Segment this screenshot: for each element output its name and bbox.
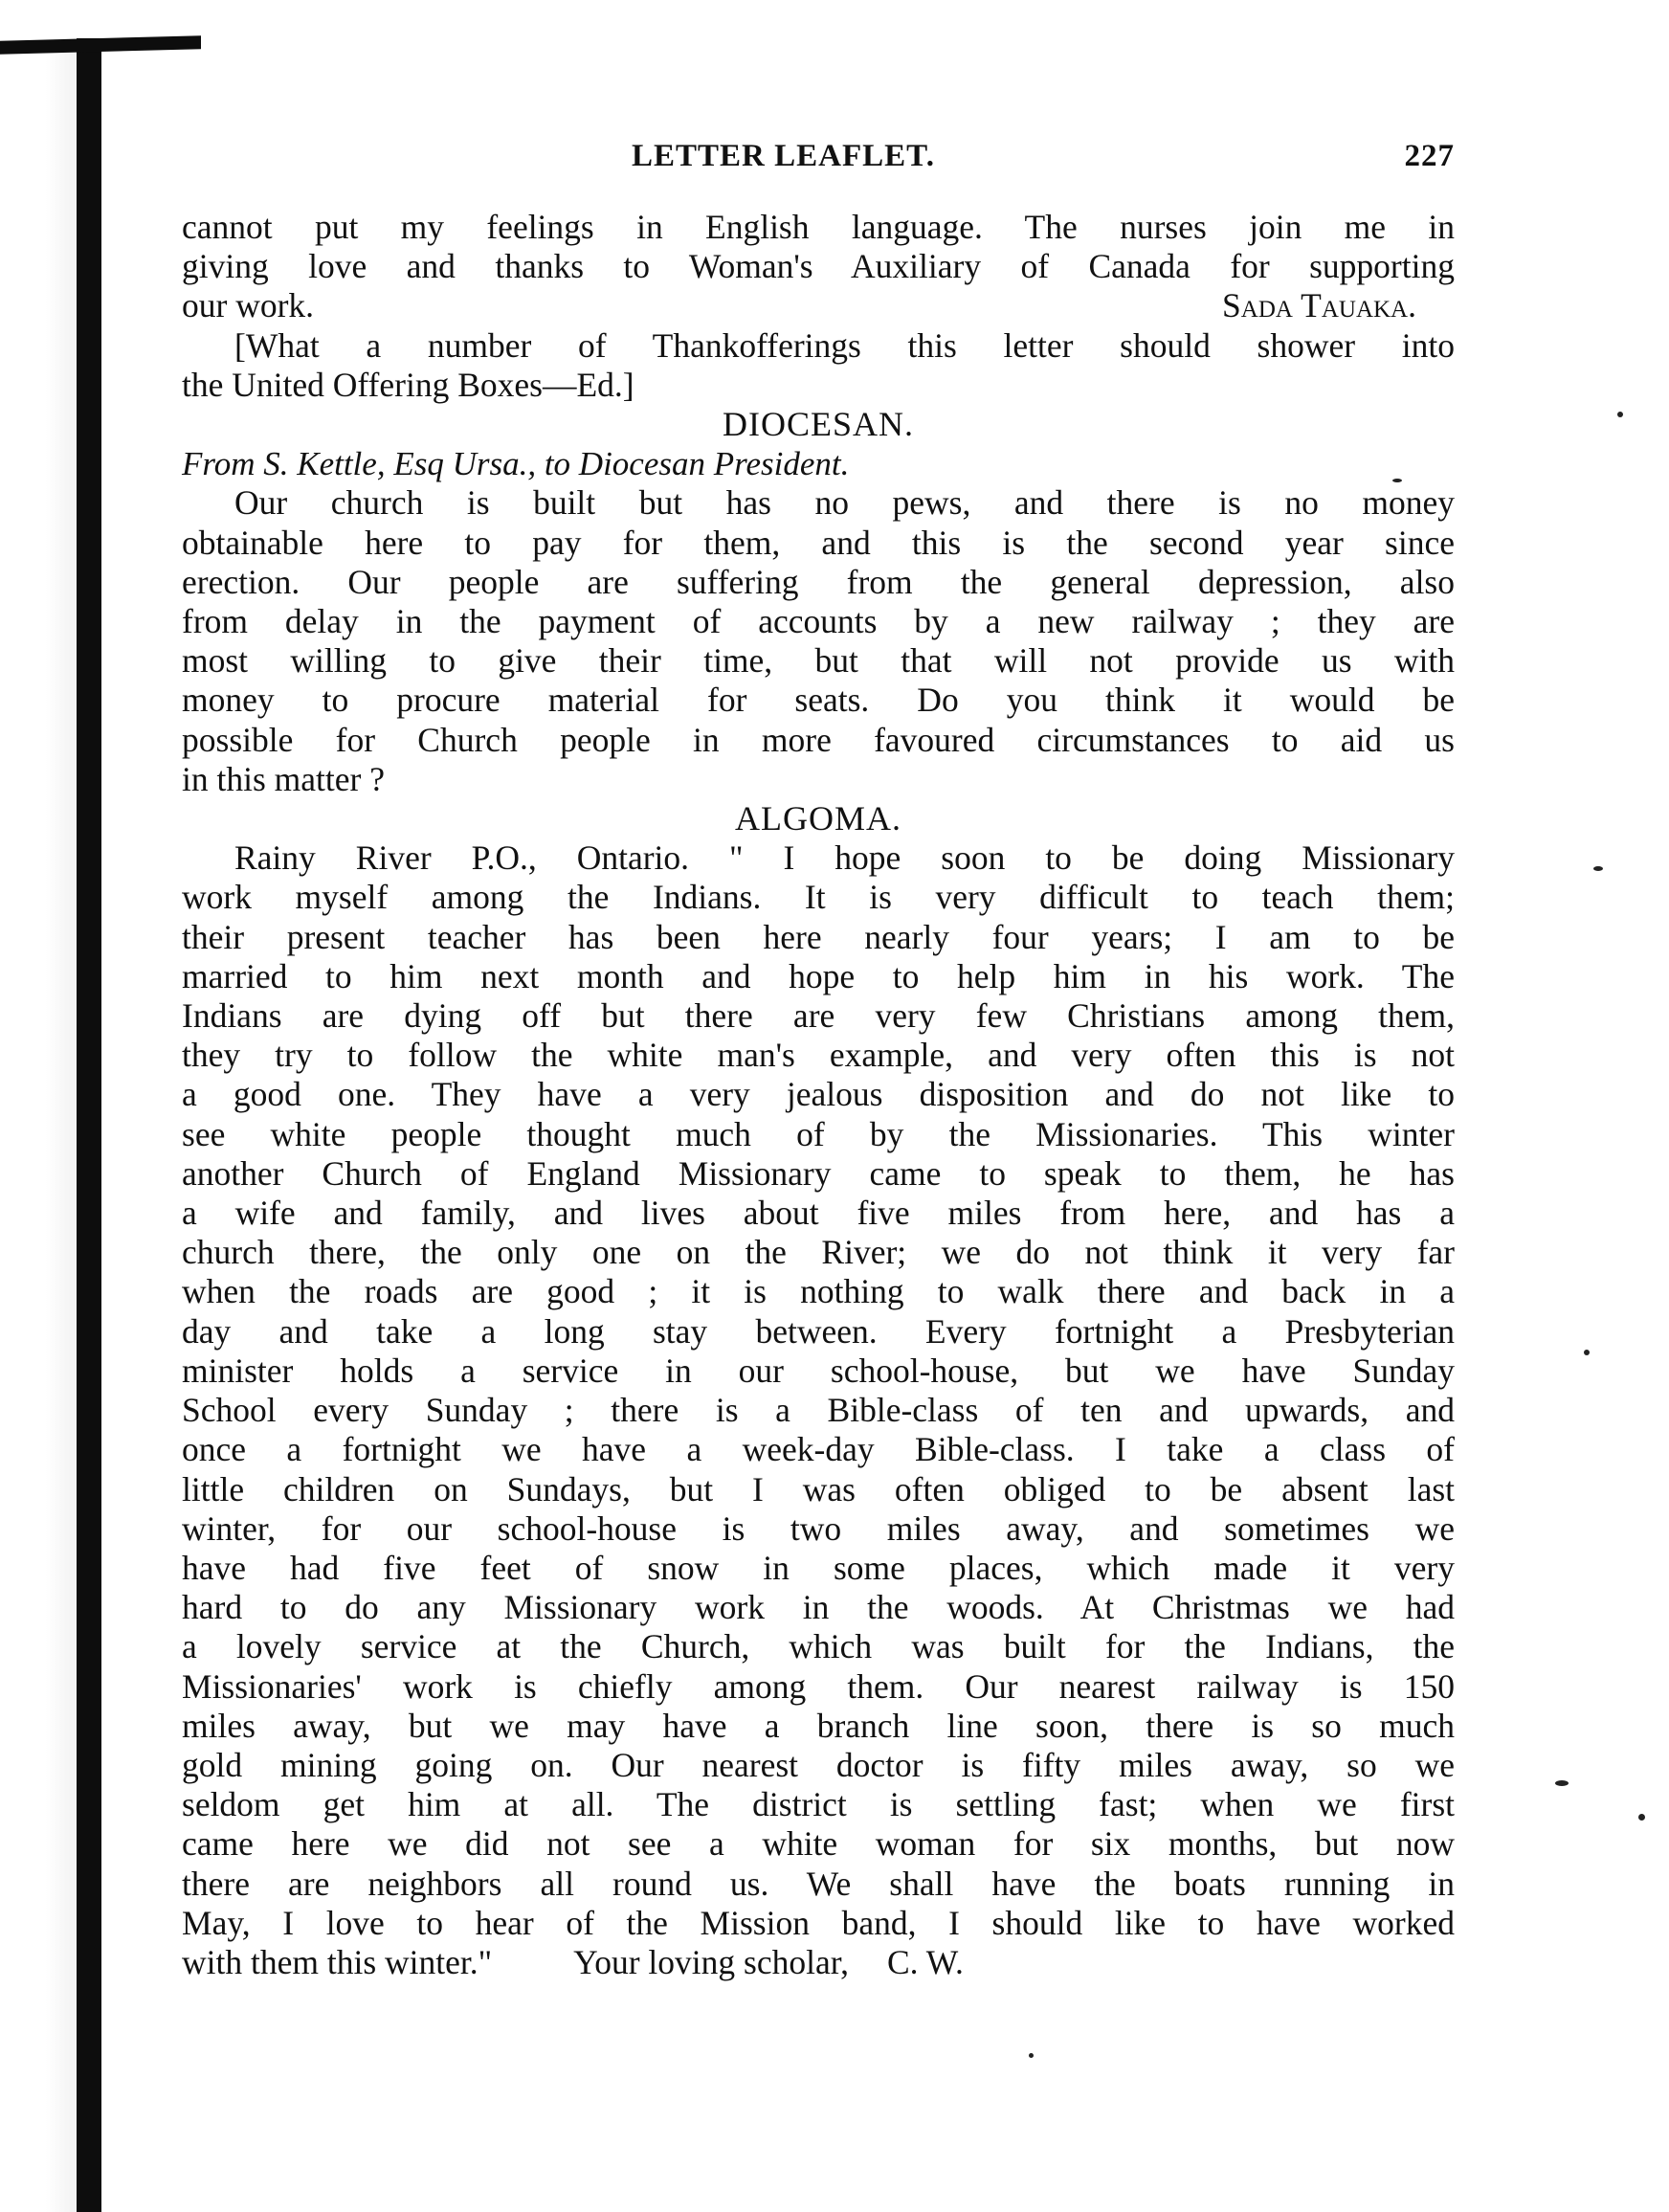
running-head [182,139,1455,177]
print-speck [1555,1780,1569,1786]
text-line: day and take a long stay between. Every fortnight a Presbyterian [182,1311,1455,1351]
text-line: obtainable here to pay for them, and this is the second year since [182,523,1455,562]
closing-gap [492,1943,573,1982]
text-line: have had five feet of snow in some places, which made it very [182,1548,1455,1587]
text-line: when the roads are good ; it is nothing to walk there and back in a [182,1272,1455,1311]
text-line: see white people thought much of by the Missionaries. This winter [182,1114,1455,1153]
text-line: possible for Church people in more favoured circumstances to aid us [182,720,1455,759]
text-line: hard to do any Missionary work in the woods. At Christmas we had [182,1588,1455,1627]
text-line: a good one. They have a very jealous disposition and do not like to [182,1075,1455,1114]
text-line: miles away, but we may have a branch line soon, there is so much [182,1706,1455,1745]
header-spacer [182,177,1455,208]
text-line: erection. Our people are suffering from the general depression, also [182,562,1455,601]
text-line: with them this winter." [182,1942,493,1981]
text-line: from delay in the payment of accounts by a new railway ; they are [182,602,1455,641]
text-line: Rainy River P.O., Ontario. " I hope soon to be doing Missionary [234,838,1455,878]
print-speck [1584,1350,1590,1355]
page-content [182,139,1455,1982]
binding-edge [77,38,101,2212]
text-line: Indians are dying off but there are very few Christians among them, [182,996,1455,1036]
intro-section [182,208,1455,405]
closing-gap [849,1943,887,1982]
signature: Sada Tauaka. [1222,286,1416,325]
text-line: another Church of England Missionary came to speak to them, he has [182,1153,1455,1193]
print-speck [1029,2053,1034,2058]
text-line: once a fortnight we have a week-day Bible-class. I take a class of [182,1430,1455,1469]
text-line: work myself among the Indians. It is very difficult to teach them; [182,878,1455,917]
text-line: School every Sunday ; there is a Bible-class of ten and upwards, and [182,1391,1455,1430]
running-title: LETTER LEAFLET. [632,139,935,173]
print-speck [1593,866,1603,871]
salutation: Your loving scholar, [573,1942,849,1981]
text-line: May, I love to hear of the Mission band, I should like to have worked [182,1903,1455,1942]
text-line: seldom get him at all. The district is settling fast; when we first [182,1785,1455,1824]
text-line: giving love and thanks to Woman's Auxiliary of Canada for supporting [182,247,1455,286]
text-line: gold mining going on. Our nearest doctor is fifty miles away, so we [182,1745,1455,1784]
text-line: most willing to give their time, but that will not provide us with [182,641,1455,681]
editor-note-line: the United Offering Boxes—Ed.] [182,365,634,404]
text-line: in this matter ? [182,759,385,798]
text-line: Missionaries' work is chiefly among them. Our nearest railway is 150 [182,1666,1455,1706]
text-line: little children on Sundays, but I was often obliged to be absent last [182,1469,1455,1508]
text-line: there are neighbors all round us. We shall have the boats running in [182,1864,1455,1903]
signature-line [182,286,1455,325]
editor-note-line: [What a number of Thankofferings this letter should shower into [234,325,1455,365]
text-line: they try to follow the white man's example, and very often this is not [182,1036,1455,1075]
diocesan-letter [182,483,1455,799]
letter-byline: From S. Kettle, Esq Ursa., to Diocesan President. [182,445,850,483]
text-line: Our church is built but has no pews, and there is no money [234,483,1455,523]
text-line: cannot put my feelings in English language. The nurses join me in [182,208,1455,246]
page-number: 227 [1404,139,1455,173]
text-line: church there, the only one on the River; we do not think it very far [182,1233,1455,1272]
text-line: winter, for our school-house is two miles away, and sometimes we [182,1508,1455,1548]
text-line: a lovely service at the Church, which was built for the Indians, the [182,1627,1455,1666]
text-line: their present teacher has been here nearly four years; I am to be [182,917,1455,956]
page-margin-shadow [0,38,77,2212]
closing-line [182,1943,1455,1982]
text-line: our work. [182,286,315,325]
author-initials: C. W. [886,1942,964,1981]
section-heading-diocesan: DIOCESAN. [722,405,914,444]
text-line: minister holds a service in our school-house, but we have Sunday [182,1351,1455,1390]
algoma-letter [182,838,1455,1982]
text-line: came here we did not see a white woman for six months, but now [182,1824,1455,1864]
print-speck [1638,1814,1645,1821]
text-line: money to procure material for seats. Do you think it would be [182,681,1455,720]
print-speck [1617,412,1623,417]
text-line: married to him next month and hope to help him in his work. The [182,956,1455,995]
section-heading-algoma: ALGOMA. [735,799,901,838]
text-line: a wife and family, and lives about five miles from here, and has a [182,1194,1455,1233]
